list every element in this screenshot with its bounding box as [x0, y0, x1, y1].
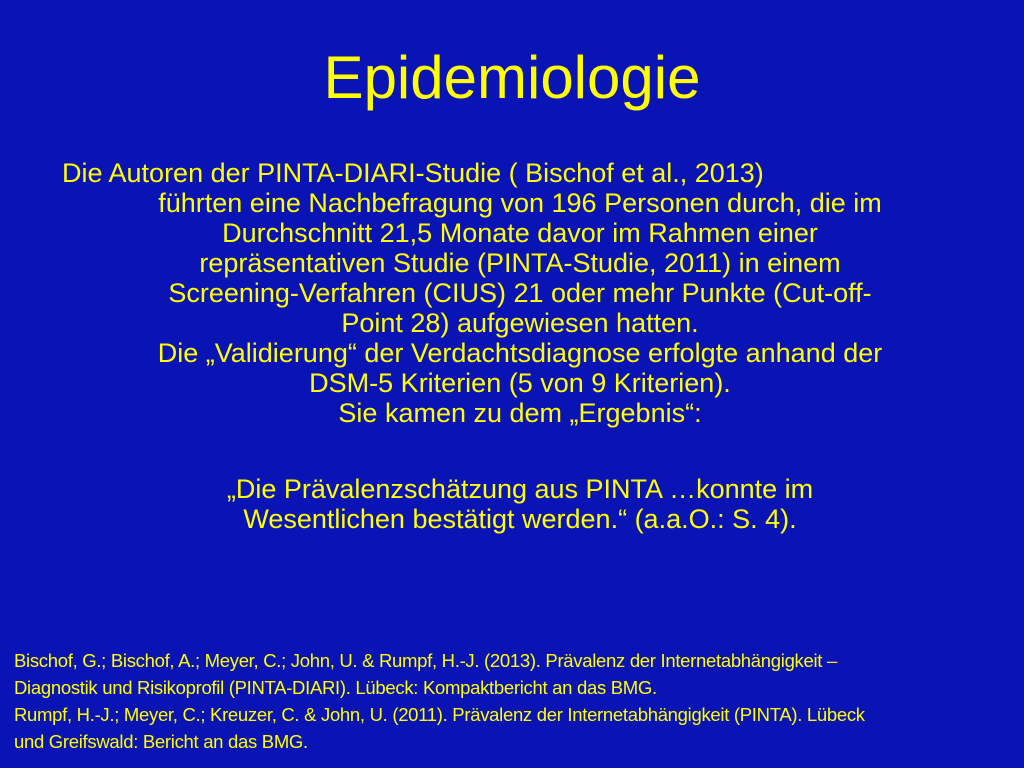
body-line: Die Autoren der PINTA-DIARI-Studie ( Bischof et al., 2013) — [62, 158, 764, 188]
reference-line: Rumpf, H.-J.; Meyer, C.; Kreuzer, C. & John, U. (2011). Prävalenz der Internetabhängigkeit (PINTA). Lübeck — [14, 704, 865, 725]
quote-line: „Die Prävalenzschätzung aus PINTA …konnte im — [226, 474, 814, 504]
references — [14, 647, 1014, 755]
body-line: Die „Validierung“ der Verdachtsdiagnose erfolgte anhand der — [157, 338, 883, 368]
slide-body — [40, 158, 1000, 534]
body-line: führten eine Nachbefragung von 196 Personen durch, die im — [158, 188, 882, 218]
body-line: Point 28) aufgewiesen hatten. — [341, 308, 699, 338]
body-line: DSM-5 Kriterien (5 von 9 Kriterien). — [309, 368, 731, 398]
body-line: Durchschnitt 21,5 Monate davor im Rahmen einer — [222, 218, 818, 248]
reference-line: Bischof, G.; Bischof, A.; Meyer, C.; John, U. & Rumpf, H.-J. (2013). Prävalenz der Internetabhängigkeit – — [14, 650, 837, 671]
reference-line: Diagnostik und Risikoprofil (PINTA-DIARI). Lübeck: Kompaktbericht an das BMG. — [14, 677, 657, 698]
body-line: Screening-Verfahren (CIUS) 21 oder mehr Punkte (Cut-off- — [168, 278, 872, 308]
slide-title: Epidemiologie — [323, 44, 701, 111]
quote-line: Wesentlichen bestätigt werden.“ (a.a.O.: S. 4). — [243, 504, 797, 534]
body-line: repräsentativen Studie (PINTA-Studie, 2011) in einem — [199, 248, 841, 278]
body-line: Sie kamen zu dem „Ergebnis“: — [338, 398, 702, 428]
reference-line: und Greifswald: Bericht an das BMG. — [14, 731, 308, 752]
paragraph-gap — [40, 428, 1000, 474]
